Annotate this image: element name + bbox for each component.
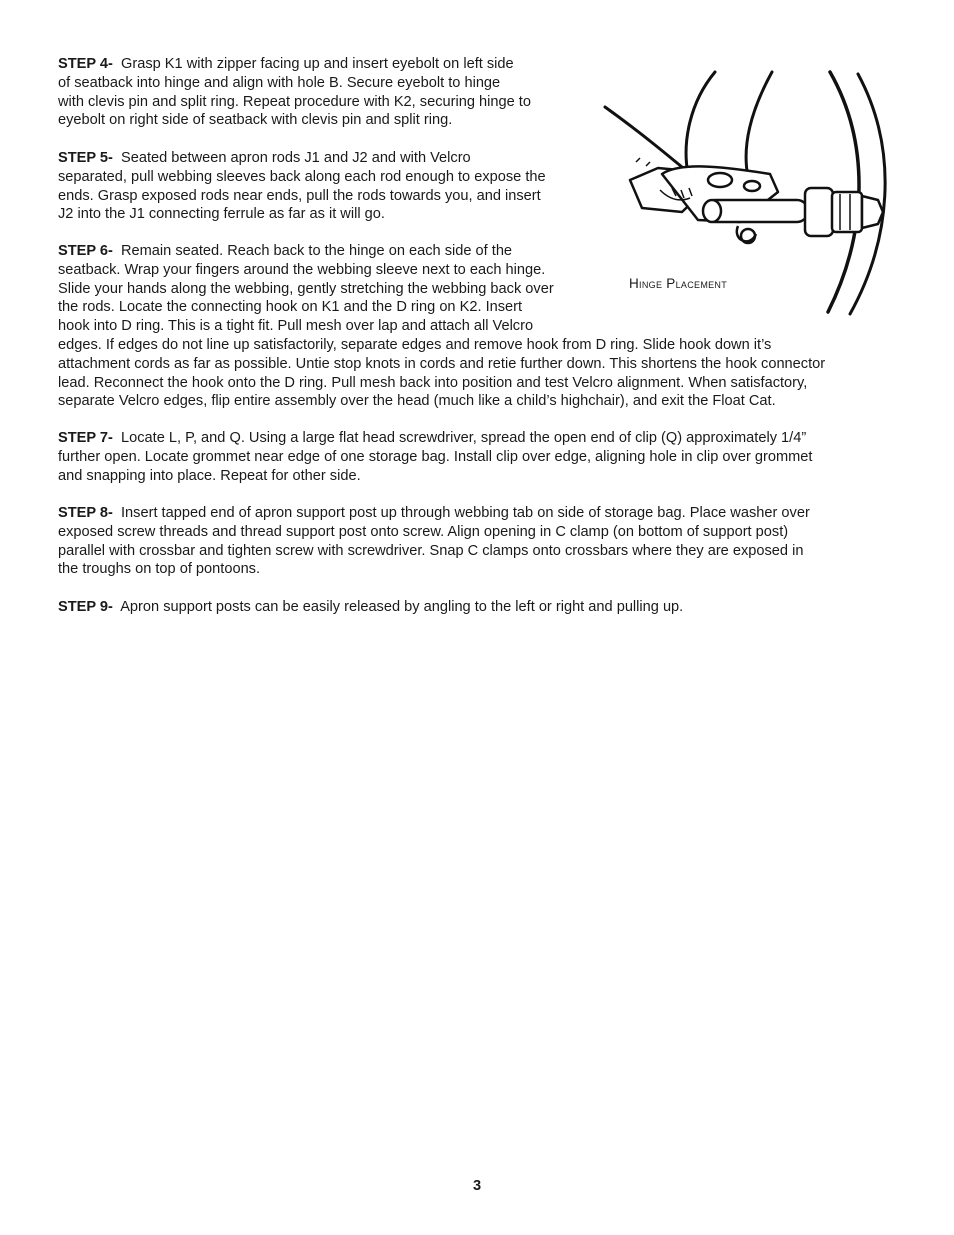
step-8-text-1: Insert tapped end of apron support post up through webbing tab on side of storage bag. Place washer over — [121, 505, 810, 521]
step-6-text-1: Remain seated. Reach back to the hinge on each side of the — [121, 243, 513, 259]
step-9-line-1 — [58, 598, 900, 617]
step-6-line-7: attachment cords as far as possible. Untie stop knots in cords and retie further down. This shortens the hook connector — [58, 355, 826, 372]
step-7-label: STEP 7- — [58, 430, 113, 446]
step-6-line-3: Slide your hands along the webbing, gently stretching the webbing back over — [58, 280, 554, 297]
step-5-line-1 — [58, 149, 598, 168]
step-6-line-4: the rods. Locate the connecting hook on K1 and the D ring on K2. Insert — [58, 299, 523, 316]
step-4-line-3: with clevis pin and split ring. Repeat procedure with K2, securing hinge to — [58, 93, 531, 110]
step-5-line-3: ends. Grasp exposed rods near ends, pull the rods towards you, and insert — [58, 187, 541, 204]
figure-caption: Hinge Placement — [629, 276, 728, 291]
step-5-label: STEP 5- — [58, 150, 113, 166]
step-7-text-1: Locate L, P, and Q. Using a large flat head screwdriver, spread the open end of clip (Q) approximately 1/4” — [121, 430, 807, 446]
page-number: 3 — [472, 1178, 482, 1194]
step-6-line-8: lead. Reconnect the hook onto the D ring. Pull mesh back into position and test Velcro alignment. When satisfactory, — [58, 374, 808, 391]
step-8-line-3: parallel with crossbar and tighten screw with screwdriver. Snap C clamps onto crossbars where they are exposed in — [58, 542, 804, 559]
step-9-paragraph — [58, 598, 900, 617]
step-5-text-1: Seated between apron rods J1 and J2 and with Velcro — [121, 150, 471, 166]
step-9-text-1: Apron support posts can be easily released by angling to the left or right and pulling up. — [120, 599, 684, 615]
step-5-paragraph — [58, 149, 598, 224]
step-4-paragraph — [58, 55, 598, 130]
step-6-line-1 — [58, 242, 598, 261]
step-5-line-2: separated, pull webbing sleeves back along each rod enough to expose the — [58, 168, 546, 185]
step-7-line-2: further open. Locate grommet near edge of one storage bag. Install clip over edge, aligning hole in clip over grommet — [58, 448, 813, 465]
step-7-line-3: and snapping into place. Repeat for other side. — [58, 467, 361, 484]
step-8-paragraph — [58, 504, 900, 579]
step-8-label: STEP 8- — [58, 505, 113, 521]
step-6-label: STEP 6- — [58, 243, 113, 259]
step-7-line-1 — [58, 429, 900, 448]
step-5-line-4: J2 into the J1 connecting ferrule as far as it will go. — [58, 206, 385, 223]
step-8-line-4: the troughs on top of pontoons. — [58, 561, 261, 578]
step-4-label: STEP 4- — [58, 56, 113, 72]
step-6-line-2: seatback. Wrap your fingers around the webbing sleeve next to each hinge. — [58, 261, 546, 278]
step-6-line-9: separate Velcro edges, flip entire assembly over the head (much like a child’s highchair), and exit the Float Cat. — [58, 393, 776, 410]
step-4-line-1 — [58, 55, 598, 74]
step-9-label: STEP 9- — [58, 599, 113, 615]
step-4-line-4: eyebolt on right side of seatback with clevis pin and split ring. — [58, 112, 453, 129]
step-6-line-6: edges. If edges do not line up satisfactorily, separate edges and remove hook from D ring. Slide hook down it’s — [58, 336, 772, 353]
step-8-line-1 — [58, 504, 900, 523]
step-4-text-1: Grasp K1 with zipper facing up and insert eyebolt on left side — [121, 56, 514, 72]
step-7-paragraph — [58, 429, 900, 485]
step-4-line-2: of seatback into hinge and align with hole B. Secure eyebolt to hinge — [58, 74, 501, 91]
step-8-line-2: exposed screw threads and thread support post onto screw. Align opening in C clamp (on bottom of support post) — [58, 523, 789, 540]
step-6-line-5: hook into D ring. This is a tight fit. Pull mesh over lap and attach all Velcro — [58, 318, 534, 335]
